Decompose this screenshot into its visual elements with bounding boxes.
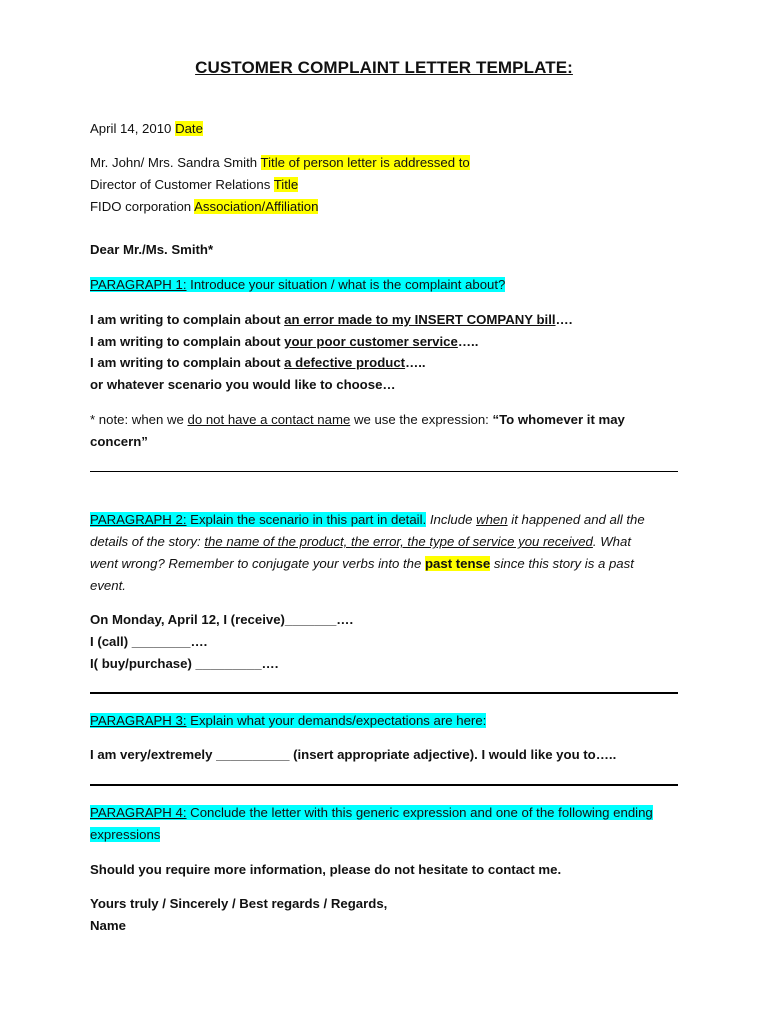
paragraph-4-label: PARAGRAPH 4: <box>90 805 187 820</box>
p2-past-tense-highlight: past tense <box>425 556 491 571</box>
note-line-2: concern” <box>90 434 148 449</box>
divider-3 <box>90 784 678 786</box>
p2-text-1: Include <box>426 512 477 527</box>
paragraph-1-heading <box>90 276 505 294</box>
note-middle: we use the expression: <box>350 412 493 427</box>
recipient-name-label: Title of person letter is addressed to <box>260 155 470 170</box>
date-text: April 14, 2010 <box>90 121 172 136</box>
p2-text-2: details of the story: <box>90 534 205 549</box>
recipient-title-line <box>90 176 298 194</box>
p2-text-1-end: it happened and all the <box>507 512 645 527</box>
p1-example-3-end: ….. <box>405 355 426 370</box>
p1-lead-1: I am writing to complain about <box>90 312 285 327</box>
p2-sentence-3: I( buy/purchase) _________…. <box>90 656 279 671</box>
paragraph-4-heading-text-2: expressions <box>90 827 161 842</box>
salutation: Dear Mr./Ms. Smith* <box>90 242 214 257</box>
p1-example-3 <box>90 354 426 372</box>
p2-text-2-underlined: the name of the product, the error, the type of service you received <box>204 534 593 549</box>
recipient-org-line <box>90 198 318 216</box>
p1-example-2-underlined: your poor customer service <box>284 334 458 349</box>
divider-1 <box>90 471 678 472</box>
recipient-org-label: Association/Affiliation <box>194 199 319 214</box>
p1-example-3-underlined: a defective product <box>284 355 406 370</box>
paragraph-1-heading-text: Introduce your situation / what is the complaint about? <box>186 277 506 292</box>
date-line <box>90 120 203 138</box>
p1-other: or whatever scenario you would like to choose… <box>90 377 396 392</box>
paragraph-1-label: PARAGRAPH 1: <box>90 277 187 292</box>
p2-text-3-end: since this story is a past <box>490 556 634 571</box>
paragraph-2-line-1 <box>90 511 645 529</box>
paragraph-2-label: PARAGRAPH 2: <box>90 512 187 527</box>
p4-name: Name <box>90 918 126 933</box>
p2-sentence-2: I (call) ________…. <box>90 634 208 649</box>
p4-closings: Yours truly / Sincerely / Best regards / Regards, <box>90 896 388 911</box>
p1-lead-3: I am writing to complain about <box>90 355 285 370</box>
p2-text-1-underlined: when <box>476 512 508 527</box>
recipient-org: FIDO corporation <box>90 199 192 214</box>
p4-sentence: Should you require more information, please do not hesitate to contact me. <box>90 862 562 877</box>
note-prefix: * note: when we <box>90 412 188 427</box>
recipient-title-label: Title <box>273 177 299 192</box>
p2-text-2-end: . What <box>592 534 631 549</box>
page-title: CUSTOMER COMPLAINT LETTER TEMPLATE: <box>195 58 573 77</box>
p3-sentence: I am very/extremely __________ (insert appropriate adjective). I would like you to….. <box>90 747 617 762</box>
paragraph-2-line-3 <box>90 555 634 573</box>
p1-example-1-underlined: an error made to my INSERT COMPANY bill <box>284 312 556 327</box>
p1-example-2-end: ….. <box>457 334 479 349</box>
recipient-title: Director of Customer Relations <box>90 177 271 192</box>
paragraph-2-line-2 <box>90 533 631 551</box>
paragraph-3-heading <box>90 712 486 730</box>
paragraph-2-heading-text: Explain the scenario in this part in detail. <box>186 512 427 527</box>
paragraph-4-heading-text: Conclude the letter with this generic expression and one of the following ending <box>186 805 653 820</box>
p1-example-2 <box>90 333 478 351</box>
p2-text-3: went wrong? Remember to conjugate your verbs into the <box>90 556 425 571</box>
p1-lead-2: I am writing to complain about <box>90 334 285 349</box>
note-underlined: do not have a contact name <box>187 412 351 427</box>
paragraph-2-line-4: event. <box>90 578 126 593</box>
paragraph-4-heading-line-2 <box>90 826 160 844</box>
paragraph-3-heading-text: Explain what your demands/expectations are here: <box>186 713 487 728</box>
divider-2 <box>90 692 678 694</box>
paragraph-4-heading-line-1 <box>90 804 653 822</box>
note-line-1 <box>90 411 625 429</box>
recipient-name-line <box>90 154 470 172</box>
recipient-name: Mr. John/ Mrs. Sandra Smith <box>90 155 258 170</box>
date-label: Date <box>175 121 203 136</box>
p1-example-1 <box>90 311 572 329</box>
paragraph-3-label: PARAGRAPH 3: <box>90 713 187 728</box>
p1-example-1-end: …. <box>555 312 573 327</box>
p2-sentence-1: On Monday, April 12, I (receive)_______…. <box>90 612 354 627</box>
note-quote-1: “To whomever it may <box>492 412 625 427</box>
